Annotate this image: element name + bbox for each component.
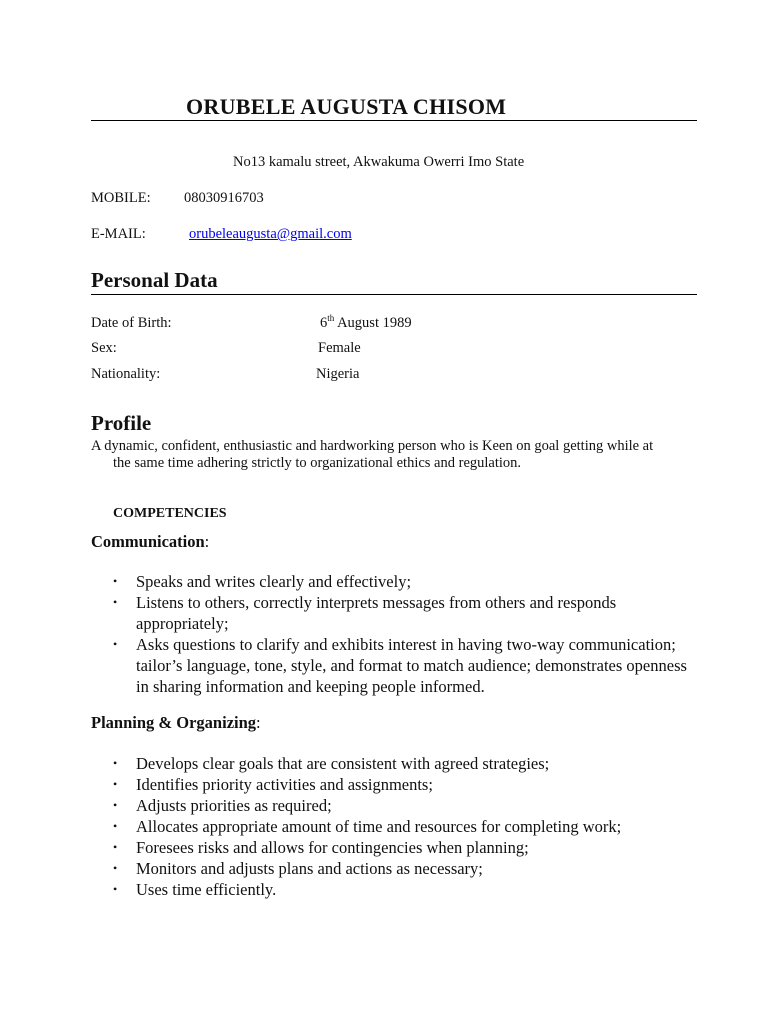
- list-item: • Identifies priority activities and assignments;: [113, 775, 433, 794]
- bullet-icon: •: [113, 777, 118, 791]
- bullet-icon: •: [113, 861, 118, 875]
- competencies-heading: COMPETENCIES: [113, 506, 227, 521]
- list-item: • Adjusts priorities as required;: [113, 796, 332, 815]
- dob-label: Date of Birth:: [91, 315, 172, 331]
- mobile-value: 08030916703: [184, 190, 264, 206]
- list-item: • Foresees risks and allows for contingencies when planning;: [113, 838, 529, 857]
- planning-list: [91, 753, 697, 900]
- profile-text: [91, 438, 697, 472]
- sex-value: Female: [318, 340, 361, 356]
- profile-line-2: the same time adhering strictly to organizational ethics and regulation.: [113, 455, 522, 471]
- bullet-icon: •: [113, 574, 118, 588]
- bullet-icon: •: [113, 756, 118, 770]
- list-item: • Asks questions to clarify and exhibits interest in having two-way communication; tailor’s language, tone, style, and format to match audience; demonstrates openness in sharing information and keeping people informed.: [113, 635, 687, 696]
- email-link[interactable]: orubeleaugusta@gmail.com: [189, 226, 352, 242]
- name-divider: [91, 120, 697, 121]
- bullet-icon: •: [113, 882, 118, 896]
- communication-list: [91, 571, 697, 697]
- bullet-icon: •: [113, 840, 118, 854]
- bullet-icon: •: [113, 798, 118, 812]
- personal-data-divider: [91, 294, 697, 295]
- dob-value: 6th August 1989: [320, 313, 412, 331]
- list-item: • Speaks and writes clearly and effectively;: [113, 572, 412, 591]
- list-item: • Monitors and adjusts plans and actions as necessary;: [113, 859, 483, 878]
- mobile-label: MOBILE:: [91, 190, 151, 206]
- bullet-icon: •: [113, 637, 118, 651]
- address: No13 kamalu street, Akwakuma Owerri Imo State: [233, 154, 525, 170]
- candidate-name: ORUBELE AUGUSTA CHISOM: [186, 94, 507, 119]
- bullet-icon: •: [113, 595, 118, 609]
- list-item: • Allocates appropriate amount of time and resources for completing work;: [113, 817, 622, 836]
- list-item: • Listens to others, correctly interprets messages from others and responds appropriately;: [113, 593, 617, 633]
- profile-heading: Profile: [91, 411, 152, 435]
- sex-label: Sex:: [91, 340, 117, 356]
- profile-line-1: A dynamic, confident, enthusiastic and hardworking person who is Keen on goal getting while at: [91, 438, 654, 454]
- nationality-label: Nationality:: [91, 366, 161, 382]
- planning-heading: Planning & Organizing:: [91, 713, 261, 732]
- bullet-icon: •: [113, 819, 118, 833]
- email-label: E-MAIL:: [91, 226, 146, 242]
- personal-data-heading: Personal Data: [91, 268, 218, 292]
- list-item: • Develops clear goals that are consistent with agreed strategies;: [113, 754, 550, 773]
- list-item: • Uses time efficiently.: [113, 880, 277, 899]
- communication-heading: Communication:: [91, 532, 210, 551]
- nationality-value: Nigeria: [316, 366, 360, 382]
